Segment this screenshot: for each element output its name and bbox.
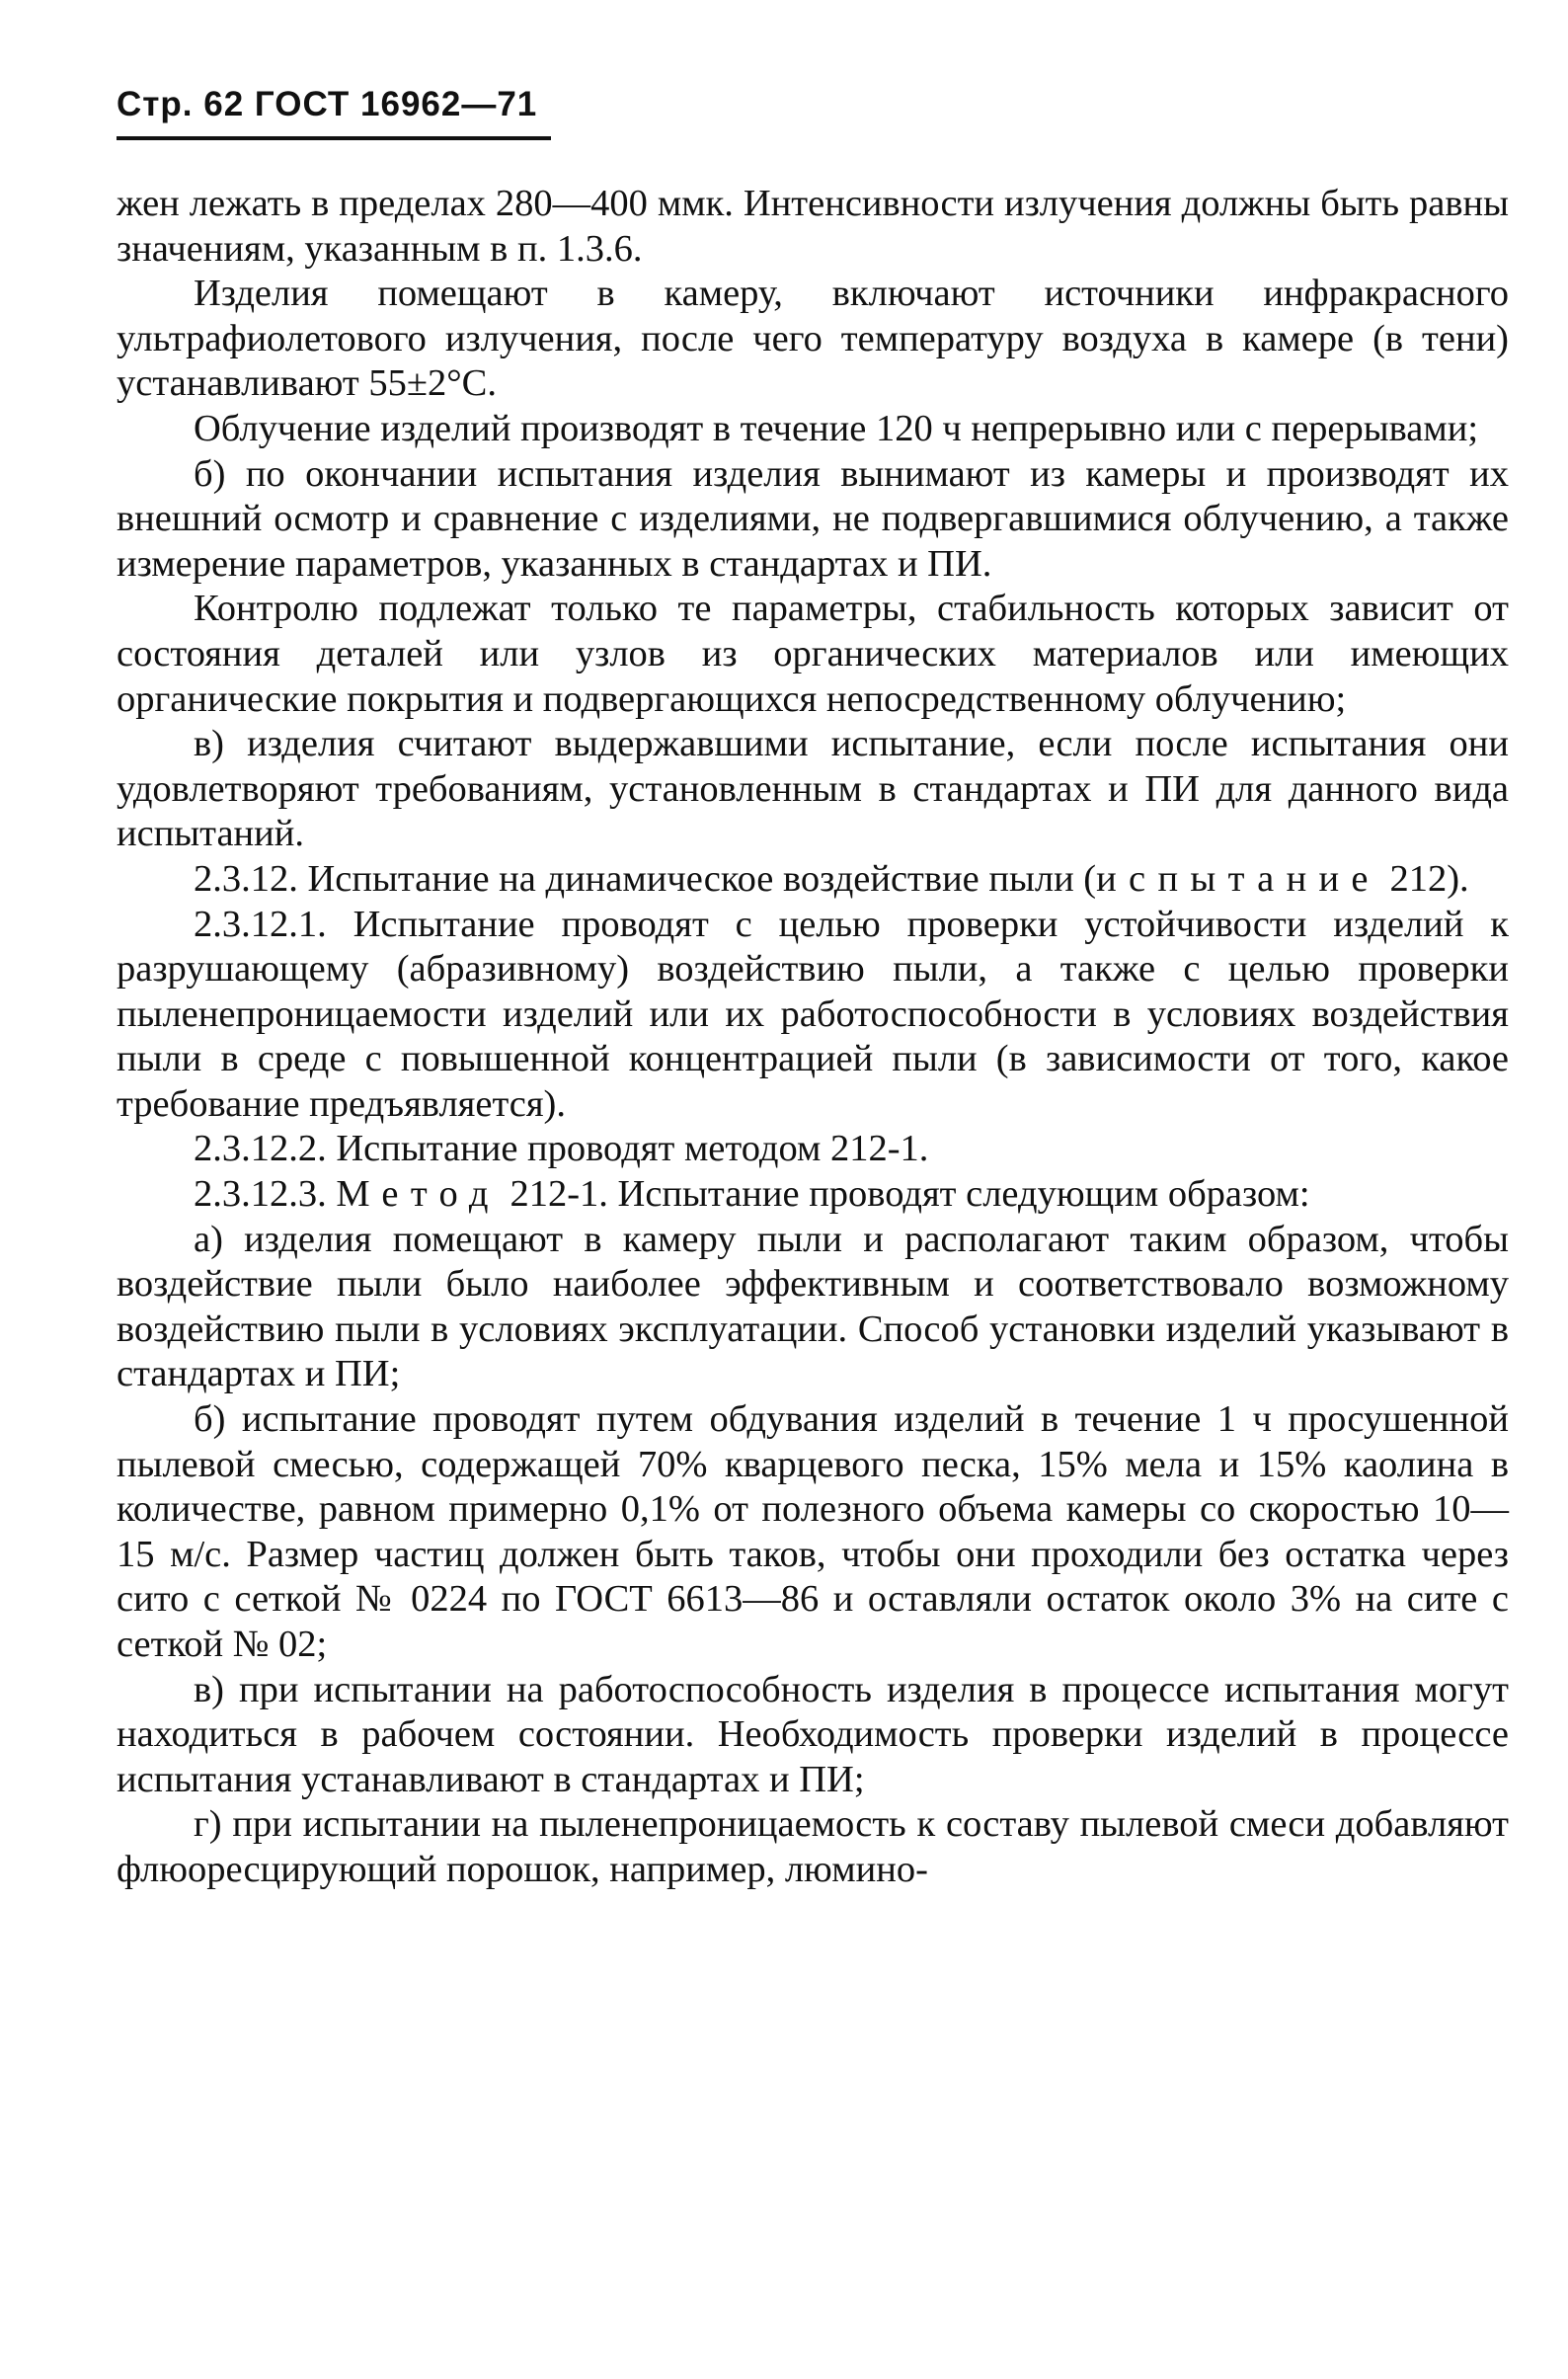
paragraph-2-3-12-2: 2.3.12.2. Испытание проводят методом 212-1. xyxy=(194,1128,929,1170)
header-divider xyxy=(117,136,551,140)
clause-number: 2.3.12.3. xyxy=(194,1173,337,1216)
clause-text: 212-1. Испытание проводят следующим образом: xyxy=(500,1173,1310,1216)
paragraph-item-b-inspection: б) по окончании испытания изделия вынимают из камеры и производят их внешний осмотр и сравнение с изделиями, не подвергавшимися облучению, а также измерение параметров, указанных в стандартах и ПИ. xyxy=(117,452,1509,585)
paragraph-irradiation-duration: Облучение изделий производят в течение 120 ч непрерывно или с перерывами; xyxy=(194,407,1479,449)
paragraph-2-3-12-1: 2.3.12.1. Испытание проводят с целью проверки устойчивости изделий к разрушающему (абразивному) воздействию пыли, а также с целью проверки пыленепроницаемости изделий или их работоспособности в условиях воздействия пыли в среде с повышенной концентрацией пыли (в зависимости от того, какое требование предъявляется). xyxy=(117,903,1509,1125)
paragraph-item-g-dust-tightness: г) при испытании на пыленепроницаемость к составу пылевой смеси добавляют флюоресцирующий порошок, например, люмино- xyxy=(117,1803,1509,1890)
document-page xyxy=(117,85,1509,1893)
spaced-term: Метод xyxy=(336,1173,501,1216)
section-heading-2-3-12 xyxy=(117,857,1509,903)
paragraph-2-3-12-3 xyxy=(117,1172,1509,1218)
spaced-term: испытание xyxy=(1096,857,1380,900)
paragraph-item-a-placement: а) изделия помещают в камеру пыли и располагают таким образом, чтобы воздействие пыли было наиболее эффективным и соответствовало возможному воздействию пыли в условиях эксплуатации. Способ установки изделий указывают в стандартах и ПИ; xyxy=(117,1218,1509,1395)
paragraph-parameter-control: Контролю подлежат только те параметры, стабильность которых зависит от состояния деталей или узлов из органических материалов или имеющих органические покрытия и подвергающихся непосредственному облучению; xyxy=(117,588,1509,720)
section-heading-text: 2.3.12. Испытание на динамическое воздействие пыли ( xyxy=(194,857,1097,900)
document-body xyxy=(117,182,1509,1893)
paragraph-chamber-setup: Изделия помещают в камеру, включают источники инфракрасного ультрафиолетового излучения, после чего температуру воздуха в камере (в тени) устанавливают 55±2°C. xyxy=(117,273,1509,405)
paragraph-continuation: жен лежать в пределах 280—400 ммк. Интенсивности излучения должны быть равны значениям, указанным в п. 1.3.6. xyxy=(117,183,1509,270)
paragraph-item-v-pass-criteria: в) изделия считают выдержавшими испытание, если после испытания они удовлетворяют требованиям, установленным в стандартах и ПИ для данного вида испытаний. xyxy=(117,723,1509,855)
page-header: Стр. 62 ГОСТ 16962—71 xyxy=(117,85,538,123)
paragraph-item-v-operability: в) при испытании на работоспособность изделия в процессе испытания могут находиться в рабочем состоянии. Необходимость проверки изделий в процессе испытания устанавливают в стандартах и ПИ; xyxy=(117,1668,1509,1800)
paragraph-item-b-blowing: б) испытание проводят путем обдувания изделий в течение 1 ч просушенной пылевой смесью, содержащей 70% кварцевого песка, 15% мела и 15% каолина в количестве, равном примерно 0,1% от полезного объема камеры со скоростью 10—15 м/с. Размер частиц должен быть таков, чтобы они проходили без остатка через сито с сеткой № 0224 по ГОСТ 6613—86 и оставляли остаток около 3% на сите с сеткой № 02; xyxy=(117,1398,1509,1665)
section-heading-suffix: 212). xyxy=(1379,857,1469,900)
